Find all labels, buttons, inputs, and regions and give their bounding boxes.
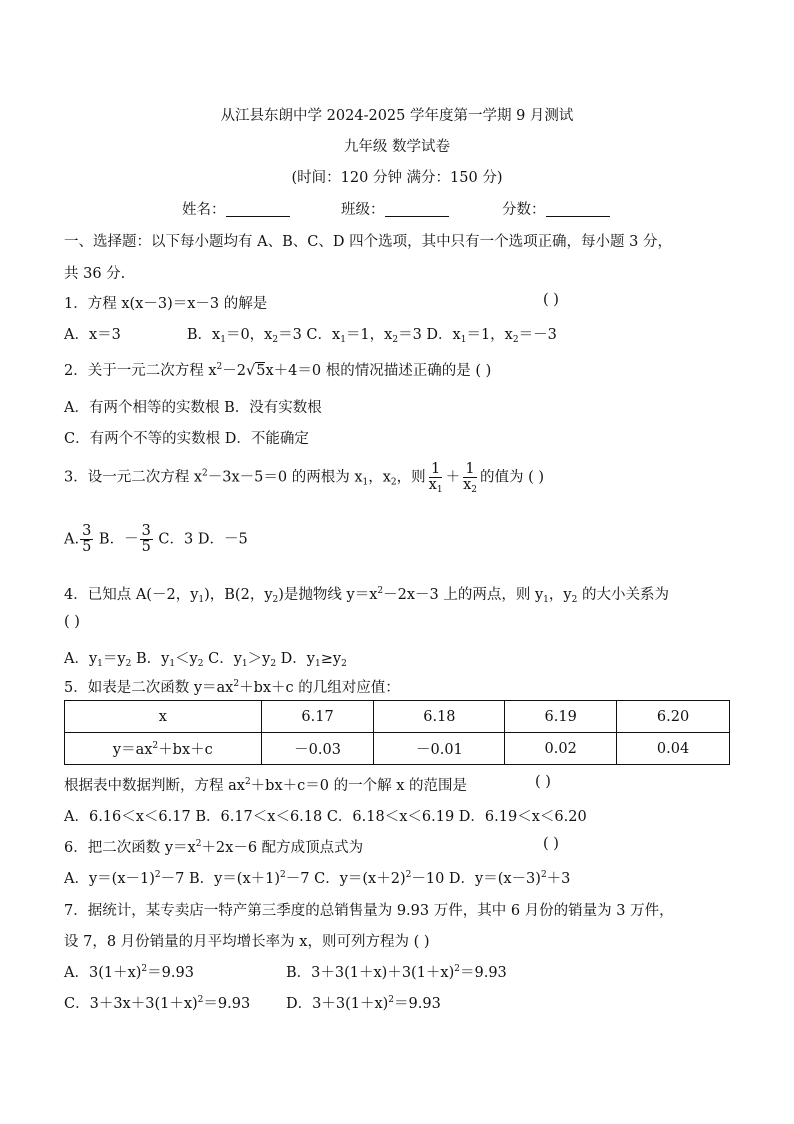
class-blank[interactable] [385,202,449,217]
exam-subtitle: 九年级 数学试卷 [343,139,451,155]
name-label: 姓名： [182,202,226,218]
name-blank[interactable] [226,202,290,217]
class-field[interactable] [341,198,449,219]
q6-stem: 6．把二次函数 $y=x^2+2x-6$ 配方成顶点式为 [64,839,364,856]
q7-option-c: C．$3+3x+3(1+x)^2=9.93$ [64,995,251,1012]
q7-stem-line1: 7．据统计，某专卖店一特产第三季度的总销售量为 9.93 万件，其中 6 月份的销量为 3 万件， [64,903,674,919]
class-label: 班级： [341,202,385,218]
q7-option-b: B．$3+3(1+x)+3(1+x)^2=9.93$ [286,964,507,981]
q7-option-a: A．$3(1+x)^2=9.93$ [64,964,194,981]
q3-stem: 3．设一元二次方程 $x^2-3x-5=0$ 的两根为 $x_1$，$x_2$，则 $\frac{1}{x_1}$ ＋ $\frac{1}{x_2}$ 的值为 ( ) [64,461,545,496]
table-cell: 0.04 [617,733,730,765]
q2-options-ab: A．有两个相等的实数根 B．没有实数根 [64,400,322,416]
table-cell: －0.01 [374,733,505,765]
q7-stem-line2: 设 7，8 月份销量的月平均增长率为 x，则可列方程为 ( ) [64,934,430,950]
q7-option-d: D．$3+3(1+x)^2=9.93$ [286,995,441,1012]
time-score-info: (时间：120 分钟 满分：150 分) [291,170,503,186]
q5-judge: 根据表中数据判断，方程 $ax^2+bx+c=0$ 的一个解 x 的范围是 [64,777,467,794]
q6-answer-paren: ( ) [543,836,559,852]
table-cell: 6.19 [505,701,617,733]
exam-title: 从江县东朗中学 2024-2025 学年度第一学期 9 月测试 [220,108,574,124]
q3-options: A. $\frac{3}{5}$ B．－ $\frac{3}{5}$ C．3 D．－5 [64,523,248,556]
q5-answer-paren: ( ) [535,774,551,790]
q6-options: A．$y=(x-1)^2-7$ B．$y=(x+1)^2-7$ C．$y=(x+2)^2-10$ D．$y=(x-3)^2+3$ [64,870,571,887]
table-cell: 0.02 [505,733,617,765]
q1-answer-paren: ( ) [543,292,559,308]
table-cell-formula: $y=ax^2+bx+c$ [65,733,262,765]
q5-value-table [64,700,730,765]
name-field[interactable] [182,198,290,219]
table-cell: 6.17 [261,701,374,733]
q2-stem: 2．关于一元二次方程 $x^2-2√5x+4=0$ 根的情况描述正确的是 ( ) [64,362,492,379]
q5-stem: 5．如表是二次函数 $y=ax^2+bx+c$ 的几组对应值： [64,679,400,696]
section-heading-line2: 共 36 分. [64,266,126,282]
q4-stem: 4．已知点 A(－2，$y_1$)，B(2，$y_2$)是抛物线 $y=x^2-2x-3$ 上的两点，则 $y_1$，$y_2$ 的大小关系为 [64,586,669,605]
table-cell: －0.03 [261,733,374,765]
score-blank[interactable] [546,202,610,217]
table-cell: 6.18 [374,701,505,733]
q4-answer-paren: ( ) [64,614,80,630]
table-cell: 6.20 [617,701,730,733]
table-cell: x [65,701,262,733]
q1-options: A．x＝3 B．$x_1=0$，$x_2=3$ C．$x_1=1$，$x_2=3$ D．$x_1=1$，$x_2=-3$ [64,327,557,345]
q1-stem: 1．方程 x(x－3)＝x－3 的解是 [64,296,268,312]
q2-options-cd: C．有两个不等的实数根 D．不能确定 [64,431,309,447]
table-row [65,733,730,765]
q4-options: A．$y_1=y_2$ B．$y_1<y_2$ C．$y_1>y_2$ D．$y_1\ge y_2$ [64,651,347,669]
q5-options: A．6.16＜x＜6.17 B．6.17＜x＜6.18 C．6.18＜x＜6.19 D．6.19＜x＜6.20 [64,809,587,825]
table-row [65,701,730,733]
section-heading-line1: 一、选择题：以下每小题均有 A、B、C、D 四个选项，其中只有一个选项正确，每小题 3 分， [64,234,673,250]
score-label: 分数： [502,202,546,218]
score-field[interactable] [502,198,610,219]
